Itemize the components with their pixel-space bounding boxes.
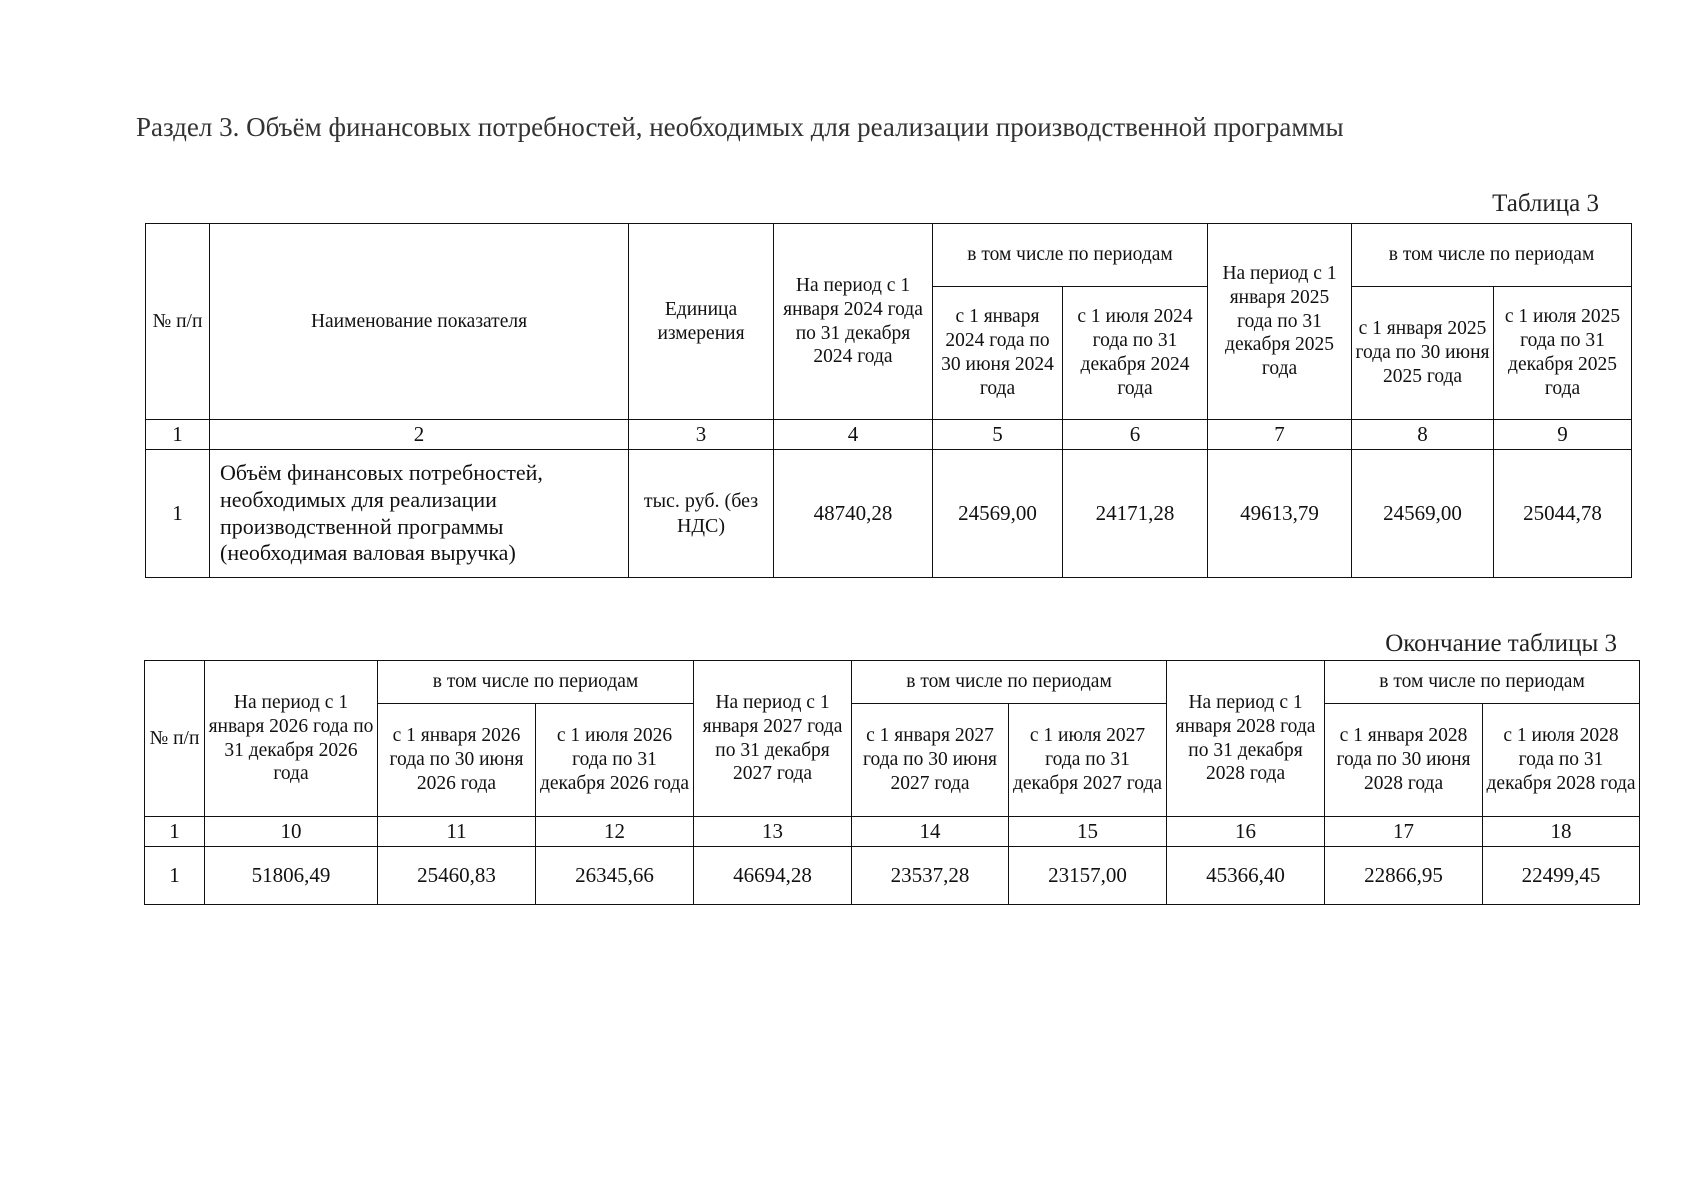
header-including-periods: в том числе по периодам — [1352, 224, 1632, 287]
value-cell: 25460,83 — [378, 847, 536, 905]
column-number: 9 — [1494, 420, 1632, 450]
value-cell: 24171,28 — [1063, 450, 1208, 578]
header-period-2027-h2: с 1 июля 2027 года по 31 декабря 2027 года — [1009, 704, 1167, 817]
value-cell: 22499,45 — [1483, 847, 1640, 905]
indicator-name: Объём финансовых потребностей, необходимых для реализации производственной программы (необходимая валовая выручка) — [210, 450, 629, 578]
value-cell: 24569,00 — [933, 450, 1063, 578]
header-period-2027: На период с 1 января 2027 года по 31 декабря 2027 года — [694, 661, 852, 817]
column-number: 5 — [933, 420, 1063, 450]
column-number: 14 — [852, 817, 1009, 847]
column-number: 13 — [694, 817, 852, 847]
value-cell: 26345,66 — [536, 847, 694, 905]
header-period-2026: На период с 1 января 2026 года по 31 декабря 2026 года — [205, 661, 378, 817]
column-number: 7 — [1208, 420, 1352, 450]
column-number: 3 — [629, 420, 774, 450]
header-period-2025-h2: с 1 июля 2025 года по 31 декабря 2025 года — [1494, 287, 1632, 420]
unit-value: тыс. руб. (без НДС) — [629, 450, 774, 578]
column-number: 6 — [1063, 420, 1208, 450]
header-period-2024-h2: с 1 июля 2024 года по 31 декабря 2024 года — [1063, 287, 1208, 420]
header-unit: Единица измерения — [629, 224, 774, 420]
header-period-2028-h1: с 1 января 2028 года по 30 июня 2028 года — [1325, 704, 1483, 817]
header-period-2028-h2: с 1 июля 2028 года по 31 декабря 2028 года — [1483, 704, 1640, 817]
header-period-2026-h1: с 1 января 2026 года по 30 июня 2026 года — [378, 704, 536, 817]
header-including-periods: в том числе по периодам — [852, 661, 1167, 704]
header-period-2025: На период с 1 января 2025 года по 31 декабря 2025 года — [1208, 224, 1352, 420]
row-number: 1 — [145, 847, 205, 905]
header-period-2026-h2: с 1 июля 2026 года по 31 декабря 2026 года — [536, 704, 694, 817]
value-cell: 22866,95 — [1325, 847, 1483, 905]
value-cell: 24569,00 — [1352, 450, 1494, 578]
header-period-2025-h1: с 1 января 2025 года по 30 июня 2025 года — [1352, 287, 1494, 420]
column-number: 18 — [1483, 817, 1640, 847]
column-number: 4 — [774, 420, 933, 450]
column-number: 10 — [205, 817, 378, 847]
column-numbers-row — [145, 817, 1640, 847]
header-including-periods: в том числе по периодам — [1325, 661, 1640, 704]
value-cell: 23537,28 — [852, 847, 1009, 905]
header-period-2028: На период с 1 января 2028 года по 31 декабря 2028 года — [1167, 661, 1325, 817]
table-continuation-caption: Окончание таблицы 3 — [1385, 630, 1617, 657]
header-indicator-name: Наименование показателя — [210, 224, 629, 420]
column-number: 12 — [536, 817, 694, 847]
column-number: 8 — [1352, 420, 1494, 450]
column-number: 1 — [146, 420, 210, 450]
column-number: 16 — [1167, 817, 1325, 847]
value-cell: 51806,49 — [205, 847, 378, 905]
header-period-2024: На период с 1 января 2024 года по 31 декабря 2024 года — [774, 224, 933, 420]
financial-needs-table-continuation — [144, 660, 1640, 905]
header-number: № п/п — [146, 224, 210, 420]
value-cell: 23157,00 — [1009, 847, 1167, 905]
header-including-periods: в том числе по периодам — [378, 661, 694, 704]
table-row — [146, 450, 1632, 578]
column-number: 2 — [210, 420, 629, 450]
column-numbers-row — [146, 420, 1632, 450]
header-including-periods: в том числе по периодам — [933, 224, 1208, 287]
value-cell: 49613,79 — [1208, 450, 1352, 578]
value-cell: 46694,28 — [694, 847, 852, 905]
financial-needs-table — [145, 223, 1632, 578]
value-cell: 48740,28 — [774, 450, 933, 578]
header-period-2024-h1: с 1 января 2024 года по 30 июня 2024 года — [933, 287, 1063, 420]
header-period-2027-h1: с 1 января 2027 года по 30 июня 2027 года — [852, 704, 1009, 817]
column-number: 17 — [1325, 817, 1483, 847]
section-title: Раздел 3. Объём финансовых потребностей, необходимых для реализации производственной программы — [136, 112, 1344, 142]
header-number: № п/п — [145, 661, 205, 817]
column-number: 1 — [145, 817, 205, 847]
column-number: 15 — [1009, 817, 1167, 847]
table-caption: Таблица 3 — [1492, 190, 1599, 217]
value-cell: 25044,78 — [1494, 450, 1632, 578]
row-number: 1 — [146, 450, 210, 578]
value-cell: 45366,40 — [1167, 847, 1325, 905]
column-number: 11 — [378, 817, 536, 847]
table-row — [145, 847, 1640, 905]
